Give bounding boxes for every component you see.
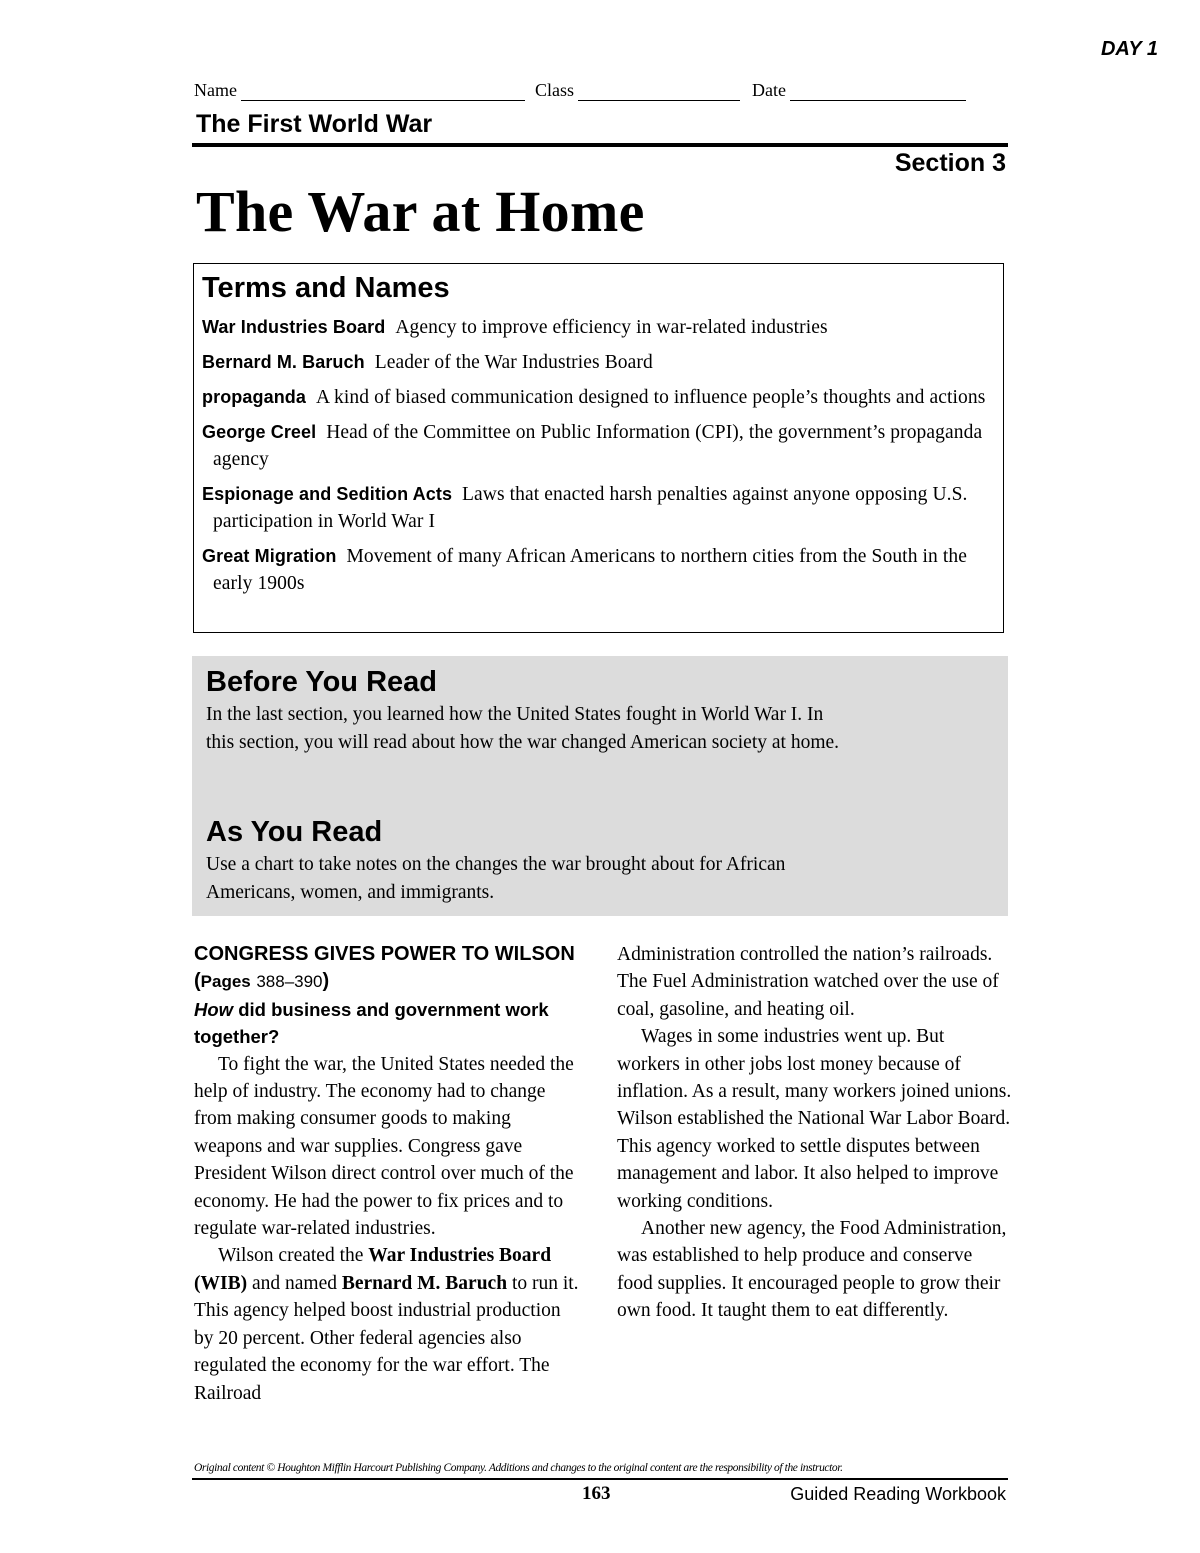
- footer-rule: [192, 1478, 1008, 1480]
- section-heading-text: CONGRESS GIVES POWER TO WILSON: [194, 943, 575, 965]
- term-definition: Agency to improve efficiency in war-related industries: [395, 317, 828, 338]
- section-heading: CONGRESS GIVES POWER TO WILSON (Pages 388–390): [194, 943, 575, 993]
- term-entry: [202, 384, 993, 411]
- p2-part-e-start: to run it. This agency helped boost industrial production by 20 percent. Other federal agencies also regulated the economy for the war effort. The Railroad: [194, 1272, 579, 1404]
- question-how: How: [194, 998, 234, 1020]
- as-you-read-heading: As You Read: [206, 816, 383, 848]
- name-blank: [241, 82, 525, 101]
- term-definition: A kind of biased communication designed to influence people’s thoughts and actions: [315, 387, 986, 408]
- name-label: Name: [194, 80, 237, 100]
- p2-part-a: Wilson created the: [218, 1245, 364, 1267]
- date-blank: [790, 82, 966, 101]
- left-column: [194, 941, 579, 1407]
- workbook-label: Guided Reading Workbook: [790, 1484, 1006, 1504]
- section-question: [194, 996, 579, 1051]
- term-definition: Head of the Committee on Public Information (CPI), the government’s propaganda agency: [213, 422, 983, 470]
- pages-range: 388–390: [256, 972, 323, 992]
- before-you-read-heading: Before You Read: [206, 666, 437, 698]
- term-entry: [202, 314, 993, 341]
- day-label: DAY 1: [1100, 38, 1158, 60]
- page-number: 163: [582, 1483, 611, 1504]
- paragraph-3: Wages in some industries went up. But workers in other jobs lost money because of inflation. As a result, many workers joined unions. Wilson established the National War Labor Board. This agency worked to settle disputes between management and labor. It also helped to improve working conditions.: [617, 1026, 1012, 1212]
- page-title: The War at Home: [196, 179, 645, 244]
- section-label: Section 3: [894, 149, 1006, 177]
- right-column: [617, 941, 1012, 1325]
- before-as-you-read-box: [192, 656, 1008, 916]
- term-definition: Movement of many African Americans to northern cities from the South in the early 1900s: [213, 546, 967, 594]
- paragraph-2: [194, 1242, 579, 1406]
- term-entry: [202, 543, 993, 597]
- term-definition: Laws that enacted harsh penalties against anyone opposing U.S. participation in World War I: [213, 484, 968, 532]
- term-entry: [202, 349, 993, 376]
- term-entry: [202, 419, 993, 473]
- pages-label: Pages: [200, 972, 251, 992]
- class-label: Class: [534, 80, 574, 100]
- p2-term-baruch: Bernard M. Baruch: [341, 1272, 508, 1294]
- terms-heading: Terms and Names: [202, 272, 450, 304]
- date-label: Date: [752, 80, 786, 100]
- term-name: propaganda: [202, 387, 307, 407]
- terms-and-names-box: [193, 263, 1004, 633]
- as-you-read-text: Use a chart to take notes on the changes the war brought about for African Americans, women, and immigrants.: [206, 854, 786, 903]
- chapter-title: The First World War: [196, 110, 433, 138]
- term-definition: Leader of the War Industries Board: [374, 352, 653, 373]
- term-name: Espionage and Sedition Acts: [202, 484, 453, 504]
- question-rest: did business and government work together?: [194, 998, 549, 1048]
- term-name: George Creel: [202, 422, 317, 442]
- before-you-read-text: In the last section, you learned how the United States fought in World War I. In this section, you will read about how the war changed American society at home.: [206, 704, 840, 753]
- p2-continued: Administration controlled the nation’s railroads. The Fuel Administration watched over the use of coal, gasoline, and heating oil.: [617, 944, 999, 1020]
- p2-term-wib: War Industries Board (WIB): [194, 1245, 552, 1294]
- term-name: War Industries Board: [202, 317, 386, 337]
- chapter-rule: [192, 143, 1008, 147]
- term-name: Bernard M. Baruch: [202, 352, 365, 372]
- name-class-date-line: [194, 80, 1006, 101]
- paragraph-1: To fight the war, the United States needed the help of industry. The economy had to change from making consumer goods to making weapons and war supplies. Congress gave President Wilson direct control over much of the economy. He had the power to fix prices and to regulate war-related industries.: [194, 1053, 574, 1240]
- paragraph-4: Another new agency, the Food Administration, was established to help produce and conserve food supplies. It encouraged people to grow their own food. It taught them to eat differently.: [617, 1218, 1007, 1322]
- term-name: Great Migration: [202, 546, 337, 566]
- p2-part-c: and named: [251, 1272, 337, 1294]
- copyright-notice: Original content © Houghton Mifflin Harcourt Publishing Company. Additions and changes to the original content are the responsibility of the instructor.: [194, 1462, 843, 1474]
- class-blank: [578, 82, 740, 101]
- term-entry: [202, 481, 993, 535]
